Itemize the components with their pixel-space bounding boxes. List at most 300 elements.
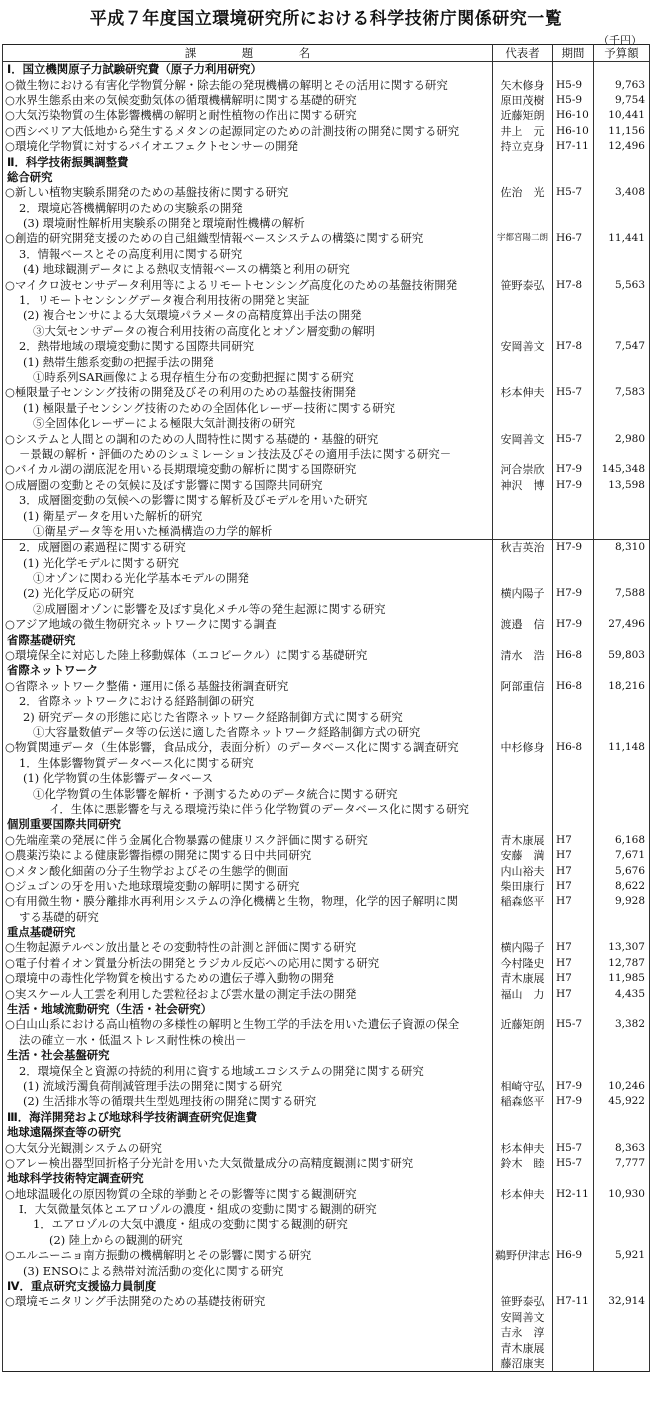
representative: 藤沼康実	[493, 1356, 553, 1372]
project-title: 3．成層圏変動の気候への影響に関する解析及びモデルを用いた研究	[3, 493, 493, 508]
project-title: 2) 研究データの形態に応じた省際ネットワーク経路制御方式に関する研究	[3, 709, 493, 724]
table-row	[3, 201, 650, 216]
budget	[594, 154, 650, 169]
project-title: イ．生体に悪影響を与える環境汚染に伴う化学物質のデータベース化に関する研究	[3, 802, 493, 817]
project-title: ○先端産業の発展に伴う金属化合物暴露の健康リスク評価に関する研究	[3, 833, 493, 848]
budget: 11,441	[594, 231, 650, 246]
budget: 11,156	[594, 124, 650, 139]
budget	[594, 571, 650, 586]
project-title: ○大気分光観測システムの研究	[3, 1140, 493, 1155]
budget	[594, 1340, 650, 1355]
period: H7	[553, 956, 594, 971]
representative: 内山裕夫	[493, 863, 553, 878]
table-row	[3, 293, 650, 308]
table-row	[3, 508, 650, 523]
project-title: 重点基礎研究	[3, 925, 493, 940]
period: H7	[553, 833, 594, 848]
representative	[493, 663, 553, 678]
table-row	[3, 1263, 650, 1278]
section-heading-row	[3, 1110, 650, 1125]
unit-label: （千円）	[598, 34, 642, 47]
representative: 持立克身	[493, 139, 553, 154]
period	[553, 170, 594, 185]
table-row	[3, 216, 650, 231]
period	[553, 786, 594, 801]
representative: 神沢 博	[493, 478, 553, 493]
project-title: (3) ENSOによる熱帯対流活動の変化に関する研究	[3, 1263, 493, 1278]
budget	[594, 817, 650, 832]
project-title: (1) 光化学モデルに関する研究	[3, 556, 493, 571]
period: H7	[553, 971, 594, 986]
budget	[594, 1217, 650, 1232]
project-title: ○システムと人間との調和のための人間特性に関する基礎的・基盤的研究	[3, 431, 493, 446]
representative: 青木康展	[493, 1340, 553, 1355]
budget	[594, 201, 650, 216]
representative: 今村隆史	[493, 956, 553, 971]
project-title: ○実スケール人工雲を利用した雲粒径および雲水量の測定手法の開発	[3, 986, 493, 1001]
table-row	[3, 1202, 650, 1217]
representative: 鈴木 睦	[493, 1156, 553, 1171]
representative	[493, 1202, 553, 1217]
budget: 5,676	[594, 863, 650, 878]
representative: 佐治 光	[493, 185, 553, 200]
period	[553, 293, 594, 308]
representative: 横内陽子	[493, 586, 553, 601]
representative	[493, 756, 553, 771]
representative	[493, 247, 553, 262]
period: H5-7	[553, 185, 594, 200]
project-title: ①化学物質の生体影響を解析・予測するためのデータ統合に関する研究	[3, 786, 493, 801]
period	[553, 508, 594, 523]
period	[553, 571, 594, 586]
project-title: (2) 光化学反応の研究	[3, 586, 493, 601]
budget: 4,435	[594, 986, 650, 1001]
table-row	[3, 802, 650, 817]
period: H5-9	[553, 77, 594, 92]
representative	[493, 262, 553, 277]
project-title: (2) 陸上からの観測的研究	[3, 1233, 493, 1248]
project-title: 生活・地域流動研究（生活・社会研究）	[3, 1002, 493, 1017]
period: H7-8	[553, 339, 594, 354]
header-row	[3, 45, 650, 62]
project-title: ○微生物における有害化学物質分解・除去能の発現機構の解明とその活用に関する研究	[3, 77, 493, 92]
project-title: ○環境保全に対応した陸上移動媒体（エコビークル）に関する基礎研究	[3, 648, 493, 663]
period	[553, 1310, 594, 1325]
period	[553, 1217, 594, 1232]
project-title: (1) 極限量子センシング技術のための全固体化レーザー技術に関する研究	[3, 401, 493, 416]
period: H6-10	[553, 124, 594, 139]
period	[553, 1063, 594, 1078]
representative	[493, 1233, 553, 1248]
representative: 吉永 淳	[493, 1325, 553, 1340]
period	[553, 1279, 594, 1294]
representative: 青木康展	[493, 833, 553, 848]
table-row	[3, 431, 650, 446]
table-row	[3, 1156, 650, 1171]
project-title: 2．成層圏の素過程に関する研究	[3, 540, 493, 556]
table-row	[3, 93, 650, 108]
section-heading-row	[3, 170, 650, 185]
budget: 8,310	[594, 540, 650, 556]
budget: 10,246	[594, 1079, 650, 1094]
representative	[493, 632, 553, 647]
table-row	[3, 556, 650, 571]
representative	[493, 493, 553, 508]
budget: 27,496	[594, 617, 650, 632]
representative: 矢木修身	[493, 77, 553, 92]
table-row	[3, 493, 650, 508]
table-row	[3, 277, 650, 292]
period: H5-9	[553, 93, 594, 108]
project-title: ②成層圏オゾンに影響を及ぼす臭化メチル等の発生起源に関する研究	[3, 602, 493, 617]
table-row	[3, 139, 650, 154]
representative: 秋吉英治	[493, 540, 553, 556]
representative	[493, 170, 553, 185]
budget: 8,622	[594, 879, 650, 894]
representative: 鵜野伊津志	[493, 1248, 553, 1263]
project-title: 地球遠隔探査等の研究	[3, 1125, 493, 1140]
representative: 安岡善文	[493, 339, 553, 354]
representative: 河合崇欣	[493, 462, 553, 477]
representative	[493, 571, 553, 586]
budget: 18,216	[594, 679, 650, 694]
representative: 安岡善文	[493, 1310, 553, 1325]
period	[553, 1340, 594, 1355]
project-title: ○物質関連データ（生体影響，食品成分，表面分析）のデータベース化に関する調査研究	[3, 740, 493, 755]
budget	[594, 632, 650, 647]
representative	[493, 293, 553, 308]
representative	[493, 1063, 553, 1078]
project-title: ○生物起源テルペン放出量とその変動特性の計測と評価に関する研究	[3, 940, 493, 955]
period	[553, 447, 594, 462]
budget	[594, 1110, 650, 1125]
table-row	[3, 1094, 650, 1109]
budget: 12,496	[594, 139, 650, 154]
representative	[493, 909, 553, 924]
period	[553, 1171, 594, 1186]
period	[553, 1356, 594, 1372]
period: H5-7	[553, 431, 594, 446]
table-row	[3, 679, 650, 694]
budget	[594, 62, 650, 78]
budget	[594, 493, 650, 508]
representative	[493, 725, 553, 740]
period	[553, 154, 594, 169]
project-title	[3, 1340, 493, 1355]
project-title: (4) 地球観測データによる熱収支情報ベースの構築と利用の研究	[3, 262, 493, 277]
project-title	[3, 1310, 493, 1325]
budget: 10,930	[594, 1187, 650, 1202]
representative	[493, 1033, 553, 1048]
period: H7	[553, 879, 594, 894]
section-heading-row	[3, 1002, 650, 1017]
budget	[594, 771, 650, 786]
period	[553, 1125, 594, 1140]
budget	[594, 802, 650, 817]
representative	[493, 925, 553, 940]
period: H7-9	[553, 1079, 594, 1094]
period: H6-7	[553, 231, 594, 246]
table-row	[3, 909, 650, 924]
budget	[594, 663, 650, 678]
budget	[594, 401, 650, 416]
table-row	[3, 848, 650, 863]
representative: 安藤 満	[493, 848, 553, 863]
representative	[493, 324, 553, 339]
project-title: 生活・社会基盤研究	[3, 1048, 493, 1063]
project-title: 2．省際ネットワークにおける経路制御の研究	[3, 694, 493, 709]
project-title: ○エルニーニョ南方振動の機構解明とその影響に関する研究	[3, 1248, 493, 1263]
budget: 8,363	[594, 1140, 650, 1155]
project-title: ○極限量子センシング技術の開発及びその利用のための基盤技術開発	[3, 385, 493, 400]
project-title: (2) 生活排水等の循環共生型処理技術の開発に関する研究	[3, 1094, 493, 1109]
representative	[493, 201, 553, 216]
period	[553, 262, 594, 277]
project-title: 2．熱帯地域の環境変動に関する国際共同研究	[3, 339, 493, 354]
representative: 中杉修身	[493, 740, 553, 755]
period	[553, 1233, 594, 1248]
table-row	[3, 108, 650, 123]
period	[553, 817, 594, 832]
period: H7	[553, 894, 594, 909]
representative: 横内陽子	[493, 940, 553, 955]
project-title: ○環境中の毒性化学物質を検出するための遺伝子導入動物の開発	[3, 971, 493, 986]
table-row	[3, 1248, 650, 1263]
budget: 3,382	[594, 1017, 650, 1032]
budget	[594, 1310, 650, 1325]
representative	[493, 1279, 553, 1294]
table-row	[3, 1033, 650, 1048]
budget: 5,563	[594, 277, 650, 292]
budget	[594, 370, 650, 385]
project-title: 2．環境応答機構解明のための実験系の開発	[3, 201, 493, 216]
project-title: ○農薬汚染による健康影響指標の開発に関する日中共同研究	[3, 848, 493, 863]
period: H6-8	[553, 740, 594, 755]
table-row	[3, 416, 650, 431]
project-title: ○アレー検出器型回折格子分光計を用いた大気微量成分の高精度観測に関す研究	[3, 1156, 493, 1171]
project-title: ①衛星データ等を用いた極渦構造の力学的解析	[3, 524, 493, 540]
budget	[594, 247, 650, 262]
section-heading-row	[3, 1279, 650, 1294]
representative	[493, 786, 553, 801]
budget	[594, 170, 650, 185]
period	[553, 493, 594, 508]
project-title: ○アジア地域の微生物研究ネットワークに関する調査	[3, 617, 493, 632]
representative	[493, 401, 553, 416]
project-title: (1) 熱帯生態系変動の把握手法の開発	[3, 354, 493, 369]
representative	[493, 447, 553, 462]
table-row	[3, 1079, 650, 1094]
representative	[493, 709, 553, 724]
budget	[594, 1125, 650, 1140]
table-row	[3, 370, 650, 385]
period: H6-8	[553, 679, 594, 694]
project-title	[3, 1356, 493, 1372]
project-title: ○地球温暖化の原因物質の全球的挙動とその影響等に関する観測研究	[3, 1187, 493, 1202]
table-row	[3, 308, 650, 323]
budget	[594, 1171, 650, 1186]
period	[553, 925, 594, 940]
period	[553, 909, 594, 924]
table-row	[3, 586, 650, 601]
period	[553, 1325, 594, 1340]
project-title: ○白山山系における高山植物の多様性の解明と生物工学的手法を用いた遺伝子資源の保全	[3, 1017, 493, 1032]
period	[553, 201, 594, 216]
representative: 清水 浩	[493, 648, 553, 663]
table-row	[3, 756, 650, 771]
project-title	[3, 1325, 493, 1340]
table-row	[3, 771, 650, 786]
budget: 7,583	[594, 385, 650, 400]
table-row	[3, 540, 650, 556]
table-row	[3, 879, 650, 894]
project-title: 2．環境保全と資源の持続的利用に資する地域エコシステムの開発に関する研究	[3, 1063, 493, 1078]
representative: 渡邉 信	[493, 617, 553, 632]
representative	[493, 524, 553, 540]
project-title: 省際ネットワーク	[3, 663, 493, 678]
budget: 13,598	[594, 478, 650, 493]
table-row	[3, 694, 650, 709]
representative: 相崎守弘	[493, 1079, 553, 1094]
table-row	[3, 324, 650, 339]
project-title: 個別重要国際共同研究	[3, 817, 493, 832]
table-row	[3, 986, 650, 1001]
table-row	[3, 725, 650, 740]
section-heading-row	[3, 925, 650, 940]
period	[553, 1263, 594, 1278]
budget	[594, 293, 650, 308]
budget: 9,928	[594, 894, 650, 909]
budget	[594, 216, 650, 231]
representative: 青木康展	[493, 971, 553, 986]
project-title: －景観の解析・評価のためのシュミレーション技法及びその適用手法に関する研究－	[3, 447, 493, 462]
table-row	[3, 786, 650, 801]
table-row	[3, 124, 650, 139]
budget	[594, 694, 650, 709]
budget: 9,763	[594, 77, 650, 92]
representative	[493, 1171, 553, 1186]
section-heading-row	[3, 62, 650, 78]
period: H7	[553, 986, 594, 1001]
budget	[594, 1263, 650, 1278]
period	[553, 354, 594, 369]
budget	[594, 725, 650, 740]
budget: 7,547	[594, 339, 650, 354]
table-row	[3, 231, 650, 246]
table-row	[3, 894, 650, 909]
project-title: ○メタン酸化細菌の分子生物学およびその生態学的側面	[3, 863, 493, 878]
table-row	[3, 185, 650, 200]
table-row	[3, 1140, 650, 1155]
period: H7-8	[553, 277, 594, 292]
budget: 10,441	[594, 108, 650, 123]
project-title: ○大気汚染物質の生体影響機構の解明と耐性植物の作出に関する研究	[3, 108, 493, 123]
period	[553, 632, 594, 647]
project-title: (1) 衛星データを用いた解析的研究	[3, 508, 493, 523]
project-title: ③大気センサデータの複合利用技術の高度化とオゾン層変動の解明	[3, 324, 493, 339]
period	[553, 247, 594, 262]
representative: 宇都宮陽二朗	[493, 231, 553, 246]
table-row	[3, 401, 650, 416]
project-title: 総合研究	[3, 170, 493, 185]
period	[553, 1202, 594, 1217]
representative	[493, 508, 553, 523]
table-row	[3, 1187, 650, 1202]
project-title: ○新しい植物実験系開発のための基盤技術に関する研究	[3, 185, 493, 200]
representative: 杉本伸夫	[493, 385, 553, 400]
budget	[594, 756, 650, 771]
project-title: (1) 化学物質の生体影響データベース	[3, 771, 493, 786]
period: H5-7	[553, 1017, 594, 1032]
period: H7-9	[553, 478, 594, 493]
period	[553, 62, 594, 78]
section-heading-row	[3, 1048, 650, 1063]
project-title: 地球科学技術特定調査研究	[3, 1171, 493, 1186]
table-row	[3, 1217, 650, 1232]
period	[553, 694, 594, 709]
budget	[594, 556, 650, 571]
budget	[594, 416, 650, 431]
representative	[493, 1125, 553, 1140]
period: H5-7	[553, 1140, 594, 1155]
representative	[493, 817, 553, 832]
representative	[493, 62, 553, 78]
budget: 11,985	[594, 971, 650, 986]
budget: 5,921	[594, 1248, 650, 1263]
table-row	[3, 447, 650, 462]
section-heading-row	[3, 817, 650, 832]
header-budget: 予算額	[594, 45, 650, 62]
project-title: 省際基礎研究	[3, 632, 493, 647]
table-row	[3, 617, 650, 632]
period: H7-11	[553, 139, 594, 154]
representative: 安岡善文	[493, 431, 553, 446]
representative	[493, 602, 553, 617]
budget	[594, 447, 650, 462]
budget	[594, 1048, 650, 1063]
period: H7-9	[553, 540, 594, 556]
period	[553, 308, 594, 323]
representative	[493, 308, 553, 323]
project-title: ①時系列SAR画像による現存植生分布の変動把握に関する研究	[3, 370, 493, 385]
representative: 井上 元	[493, 124, 553, 139]
project-title: ①オゾンに関わる光化学基本モデルの開発	[3, 571, 493, 586]
budget	[594, 602, 650, 617]
period	[553, 756, 594, 771]
budget: 7,777	[594, 1156, 650, 1171]
header-period: 期間	[553, 45, 594, 62]
project-title: ○創造的研究開発支援のための自己組織型情報ベースシステムの構築に関する研究	[3, 231, 493, 246]
budget	[594, 1002, 650, 1017]
project-title: Ⅱ．科学技術振興調整費	[3, 154, 493, 169]
project-title: ○西シベリア大低地から発生するメタンの起源同定のための計測技術の開発に関する研究	[3, 124, 493, 139]
representative	[493, 416, 553, 431]
representative	[493, 154, 553, 169]
table-row	[3, 648, 650, 663]
representative: 阿部重信	[493, 679, 553, 694]
representative: 柴田康行	[493, 879, 553, 894]
period	[553, 324, 594, 339]
period: H7-9	[553, 462, 594, 477]
table-row	[3, 833, 650, 848]
representative	[493, 556, 553, 571]
table-row	[3, 339, 650, 354]
project-title: 1．エアロゾルの大気中濃度・組成の変動に関する観測的研究	[3, 1217, 493, 1232]
representative	[493, 1048, 553, 1063]
representative	[493, 370, 553, 385]
project-title: Ⅰ．国立機関原子力試験研究費（原子力利用研究）	[3, 62, 493, 78]
period: H7-9	[553, 586, 594, 601]
